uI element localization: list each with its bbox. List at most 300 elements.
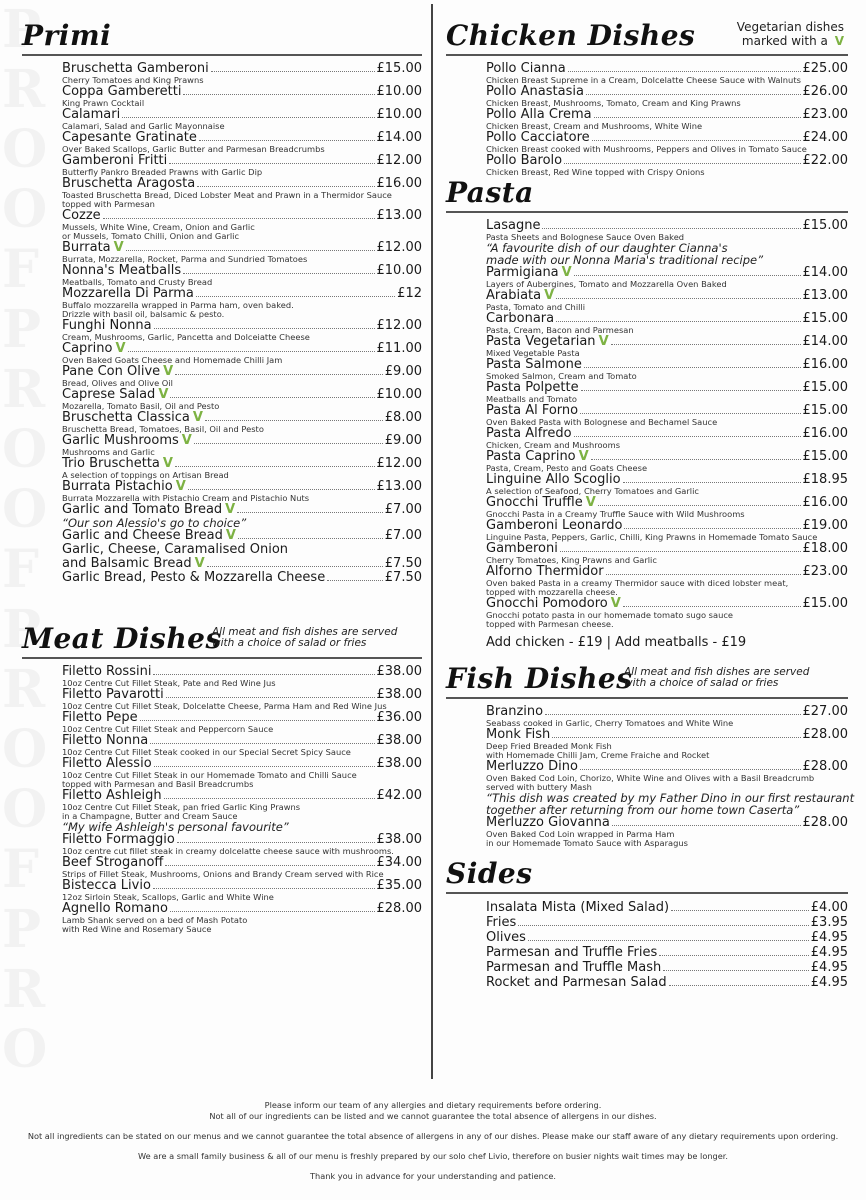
- item-price: £15.00: [802, 403, 848, 418]
- item-price: £28.00: [376, 901, 422, 916]
- menu-item: [486, 597, 848, 629]
- item-description: Cherry Tomatoes, King Prawns and Garlic: [486, 556, 657, 565]
- item-name: Alforno Thermidor: [486, 564, 604, 579]
- item-row: [62, 131, 422, 145]
- item-name: Parmigiana: [486, 265, 559, 280]
- sides-items: [486, 900, 848, 990]
- menu-item: [62, 209, 422, 241]
- pasta-section: [446, 176, 848, 651]
- dot-leader: [103, 218, 375, 219]
- item-row: [62, 734, 422, 748]
- item-description: or Mussels, Tomato Chilli, Onion and Garlic: [62, 232, 240, 241]
- item-name: Caprino: [62, 341, 113, 356]
- menu-item: [486, 519, 848, 542]
- item-name: Arabiata: [486, 288, 542, 303]
- vegetarian-icon: V: [115, 341, 126, 356]
- item-description: Mussels, White Wine, Cream, Onion and Garlic: [62, 223, 255, 232]
- menu-item: [62, 688, 422, 711]
- item-name: Gamberoni: [486, 541, 558, 556]
- dot-leader: [594, 117, 801, 118]
- item-price: £10.00: [376, 263, 422, 278]
- item-row: [62, 264, 422, 278]
- item-price: £19.00: [802, 518, 848, 533]
- menu-item: [62, 734, 422, 757]
- item-description: Chicken Breast cooked with Mushrooms, Peppers and Olives in Tomato Sauce: [486, 145, 807, 154]
- item-name: Bruschetta Aragosta: [62, 176, 196, 191]
- item-name: Garlic and Cheese Bread: [62, 528, 223, 543]
- item-description: Buffalo mozzarella wrapped in Parma ham, oven baked.: [62, 301, 294, 310]
- item-row: [486, 358, 848, 372]
- item-price: £38.00: [376, 687, 422, 702]
- item-description: Bread, Olives and Olive Oil: [62, 379, 173, 388]
- dot-leader: [518, 925, 809, 926]
- item-price: £10.00: [376, 84, 422, 99]
- item-name: and Balsamic Bread: [62, 556, 192, 571]
- dot-leader: [552, 737, 800, 738]
- item-description: Mushrooms and Garlic: [62, 448, 155, 457]
- menu-item: [62, 319, 422, 342]
- dot-leader: [150, 743, 374, 744]
- dot-leader: [165, 865, 374, 866]
- item-description: Seabass cooked in Garlic, Cherry Tomatoes and White Wine: [486, 719, 734, 728]
- item-name: Calamari: [62, 107, 121, 122]
- dot-leader: [598, 505, 801, 506]
- dot-leader: [327, 580, 383, 581]
- item-quote: “Our son Alessio's go to choice”: [62, 516, 247, 530]
- item-quote: “My wife Ashleigh's personal favourite”: [62, 820, 289, 834]
- item-price: £25.00: [802, 61, 848, 76]
- dot-leader: [183, 273, 374, 274]
- menu-item: [486, 945, 848, 960]
- item-row: [486, 335, 848, 349]
- item-name: Pasta Al Forno: [486, 403, 579, 418]
- item-name: Gamberoni Leonardo: [486, 518, 623, 533]
- item-price: £10.00: [376, 107, 422, 122]
- item-name: Filetto Rossini: [62, 664, 152, 679]
- watermark-letter: [2, 1020, 48, 1080]
- pasta-header: [446, 176, 848, 213]
- menu-item: [62, 287, 422, 319]
- item-name: Garlic and Tomato Bread: [62, 502, 223, 517]
- item-row: [62, 411, 422, 425]
- vegetarian-icon: V: [158, 387, 169, 402]
- item-row: [62, 365, 422, 379]
- item-name: Pasta Alfredo: [486, 426, 572, 441]
- item-description: A selection of toppings on Artisan Bread: [62, 471, 229, 480]
- item-row: [486, 404, 848, 418]
- dot-leader: [568, 71, 801, 72]
- item-description: Toasted Bruschetta Bread, Diced Lobster Meat and Prawn in a Thermidor Sauce: [62, 191, 392, 200]
- item-price: £12: [397, 286, 422, 301]
- item-description: 10oz Centre Cut Fillet Steak, Dolcelatte Cheese, Parma Ham and Red Wine Jus: [62, 702, 387, 711]
- item-name: Coppa Gamberetti: [62, 84, 182, 99]
- item-name: Gnocchi Truffle: [486, 495, 583, 510]
- item-description: Pasta, Cream, Pesto and Goats Cheese: [486, 464, 648, 473]
- item-description: A selection of Seafood, Cherry Tomatoes and Garlic: [486, 487, 699, 496]
- item-quote: “This dish was created by my Father Dino in our first restaurant: [486, 791, 855, 805]
- menu-item: [62, 480, 422, 503]
- dot-leader: [623, 606, 801, 607]
- menu-item: [62, 85, 422, 108]
- item-name: Bruschetta Classica: [62, 410, 190, 425]
- item-description: 10oz Centre Cut Fillet Steak, Pate and Red Wine Jus: [62, 679, 276, 688]
- sides-header: [446, 856, 848, 894]
- menu-item: [486, 62, 848, 85]
- dot-leader: [238, 538, 383, 539]
- vegetarian-note: [737, 20, 844, 48]
- right-column: [446, 10, 855, 990]
- item-name: Parmesan and Truffle Mash: [486, 960, 662, 975]
- pasta-title: Pasta: [446, 176, 534, 209]
- item-name: Bistecca Livio: [62, 878, 151, 893]
- item-price: £15.00: [376, 61, 422, 76]
- item-row: [486, 945, 848, 960]
- chicken-section: [446, 10, 848, 177]
- item-description: Chicken Breast Supreme in a Cream, Dolcelatte Cheese Sauce with Walnuts: [486, 76, 801, 85]
- dot-leader: [169, 163, 374, 164]
- dot-leader: [580, 769, 801, 770]
- dot-leader: [164, 798, 375, 799]
- item-price: £14.00: [802, 334, 848, 349]
- item-price: £13.00: [376, 479, 422, 494]
- item-price: £7.50: [384, 570, 422, 585]
- item-row: [486, 565, 848, 579]
- item-description: in a Champagne, Butter and Cream Sauce: [62, 812, 238, 821]
- column-divider: [431, 4, 433, 1079]
- menu-item: [486, 496, 848, 519]
- item-price: £36.00: [376, 710, 422, 725]
- item-description: Gnocchi potato pasta in our homemade tomato sugo sauce: [486, 611, 734, 620]
- item-name: Rocket and Parmesan Salad: [486, 975, 667, 990]
- dot-leader: [623, 482, 801, 483]
- footer-line: Thank you in advance for your understanding and patience.: [310, 1171, 556, 1181]
- item-price: £15.00: [802, 596, 848, 611]
- item-row: [62, 879, 422, 893]
- dot-leader: [560, 551, 801, 552]
- item-price: £15.00: [802, 311, 848, 326]
- item-price: £16.00: [376, 176, 422, 191]
- item-row: [486, 519, 848, 533]
- item-price: £42.00: [376, 788, 422, 803]
- item-name: Trio Bruschetta: [62, 456, 160, 471]
- menu-item: [486, 900, 848, 915]
- meat-note: [212, 627, 397, 649]
- dot-leader: [574, 275, 801, 276]
- dot-leader: [140, 720, 375, 721]
- item-row: [62, 457, 422, 471]
- vegetarian-icon: V: [225, 502, 236, 517]
- item-name: Nonna's Meatballs: [62, 263, 182, 278]
- item-row: [62, 154, 422, 168]
- menu-item: [62, 711, 422, 734]
- item-name: Pollo Barolo: [486, 153, 563, 168]
- menu-item: [486, 450, 848, 473]
- item-description: topped with Parmesan and Basil Breadcrumbs: [62, 780, 254, 789]
- dot-leader: [175, 374, 383, 375]
- item-price: £12.00: [376, 456, 422, 471]
- item-price: £18.95: [802, 472, 848, 487]
- item-description: Pasta, Cream, Bacon and Parmesan: [486, 326, 634, 335]
- menu-item: [486, 930, 848, 945]
- menu-item: [486, 705, 848, 728]
- item-price: £28.00: [802, 759, 848, 774]
- item-description: topped with Parmesan cheese.: [486, 620, 614, 629]
- item-price: £12.00: [376, 153, 422, 168]
- item-price: £15.00: [802, 218, 848, 233]
- item-row: [62, 789, 422, 803]
- dot-leader: [153, 888, 375, 889]
- menu-item: [62, 131, 422, 154]
- left-column: [22, 10, 422, 934]
- chicken-title: Chicken Dishes: [446, 19, 696, 52]
- menu-item: [486, 816, 848, 848]
- menu-item: [62, 543, 422, 571]
- dot-leader: [606, 574, 801, 575]
- menu-item: [62, 789, 422, 833]
- sides-title: Sides: [446, 857, 533, 890]
- vegetarian-icon: V: [598, 334, 609, 349]
- dot-leader: [542, 228, 800, 229]
- menu-item: [62, 342, 422, 365]
- item-name: Agnello Romano: [62, 901, 168, 916]
- item-row: [486, 289, 848, 303]
- menu-item: [486, 154, 848, 177]
- meat-note-line: with a choice of salad or fries: [212, 637, 367, 649]
- item-row: [486, 900, 848, 915]
- item-row: [62, 688, 422, 702]
- item-row: [62, 503, 422, 517]
- menu-item: [62, 365, 422, 388]
- item-name: Bruschetta Gamberoni: [62, 61, 209, 76]
- item-description: 10oz centre cut fillet steak in creamy dolcelatte cheese sauce with mushrooms.: [62, 847, 394, 856]
- item-price: £4.95: [810, 975, 848, 990]
- item-description: Deep Fried Breaded Monk Fish: [486, 742, 612, 751]
- dot-leader: [196, 296, 395, 297]
- chicken-items: [486, 62, 848, 177]
- vegetarian-icon: V: [578, 449, 589, 464]
- item-row: [486, 975, 848, 990]
- watermark-letter: [2, 960, 48, 1020]
- menu-item: [486, 960, 848, 975]
- dot-leader: [154, 766, 375, 767]
- item-name: Pasta Polpette: [486, 380, 579, 395]
- item-name: Burrata: [62, 240, 111, 255]
- item-description: Chicken, Cream and Mushrooms: [486, 441, 621, 450]
- item-name: Fries: [486, 915, 517, 930]
- item-row: [62, 757, 422, 771]
- item-row: [486, 597, 848, 611]
- item-description: Oven Baked Cod Loin wrapped in Parma Ham: [486, 830, 675, 839]
- dot-leader: [591, 459, 801, 460]
- pasta-addon: Add chicken - £19 | Add meatballs - £19: [486, 635, 747, 650]
- item-price: £38.00: [376, 664, 422, 679]
- item-name: Filetto Alessio: [62, 756, 152, 771]
- item-row: [62, 287, 422, 301]
- item-price: £27.00: [802, 704, 848, 719]
- meat-title: Meat Dishes: [22, 622, 222, 655]
- dot-leader: [556, 321, 800, 322]
- item-row: [62, 108, 422, 122]
- item-description: Meatballs and Tomato: [486, 395, 577, 404]
- item-description: Butterfly Pankro Breaded Prawns with Garlic Dip: [62, 168, 263, 177]
- item-row: [62, 85, 422, 99]
- item-row: [486, 62, 848, 76]
- item-name: Cozze: [62, 208, 101, 223]
- footer-line: Please inform our team of any allergies and dietary requirements before ordering.: [264, 1100, 602, 1110]
- vegetarian-icon: V: [610, 596, 621, 611]
- item-name: Filetto Nonna: [62, 733, 149, 748]
- dot-leader: [564, 163, 800, 164]
- vegetarian-icon: V: [194, 556, 205, 571]
- menu-item: [62, 833, 422, 856]
- menu-item: [486, 289, 848, 312]
- menu-item: [62, 503, 422, 529]
- item-description: 10oz Centre Cut Fillet Steak in our Homemade Tomato and Chilli Sauce: [62, 771, 357, 780]
- meat-header: [22, 613, 422, 659]
- footer-line: We are a small family business & all of our menu is freshly prepared by our solo chef Livio, therefore on busier nights wait times may be longer.: [138, 1151, 728, 1161]
- menu-item: [62, 529, 422, 543]
- footer-line: Not all of our ingredients can be listed and we cannot guarantee the total absence of allergens in our dishes.: [209, 1111, 657, 1121]
- dot-leader: [197, 186, 374, 187]
- item-price: £18.00: [802, 541, 848, 556]
- item-row: [486, 915, 848, 930]
- item-row: [486, 705, 848, 719]
- item-name: Insalata Mista (Mixed Salad): [486, 900, 670, 915]
- item-price: £12.00: [376, 318, 422, 333]
- item-description: Over Baked Scallops, Garlic Butter and Parmesan Breadcrumbs: [62, 145, 325, 154]
- item-row: [62, 319, 422, 333]
- fish-title: Fish Dishes: [446, 662, 633, 695]
- item-row: [62, 711, 422, 725]
- menu-item: [486, 473, 848, 496]
- item-name: Pollo Alla Crema: [486, 107, 592, 122]
- item-name: Monk Fish: [486, 727, 551, 742]
- item-price: £10.00: [376, 387, 422, 402]
- item-name: Pasta Salmone: [486, 357, 582, 372]
- item-price: £15.00: [802, 449, 848, 464]
- item-description: Bruschetta Bread, Tomatoes, Basil, Oil and Pesto: [62, 425, 264, 434]
- item-name: Pane Con Olive: [62, 364, 161, 379]
- item-price: £12.00: [376, 240, 422, 255]
- item-name: Olives: [486, 930, 526, 945]
- item-price: £4.00: [810, 900, 848, 915]
- item-description: Cherry Tomatoes and King Prawns: [62, 76, 204, 85]
- footer-line: Not all ingredients can be stated on our menus and we cannot guarantee the total absence of allergens in any of our dishes. Please make our staff aware of any dietary requirements upon ordering.: [27, 1131, 839, 1141]
- menu-item: [486, 915, 848, 930]
- item-description: Cream, Mushrooms, Garlic, Pancetta and Dolceiatte Cheese: [62, 333, 310, 342]
- item-description: Pasta Sheets and Bolognese Sauce Oven Baked: [486, 233, 685, 242]
- item-description: Mozarella, Tomato Basil, Oil and Pesto: [62, 402, 220, 411]
- menu-item: [62, 62, 422, 85]
- menu-item: [486, 131, 848, 154]
- dot-leader: [592, 140, 801, 141]
- dot-leader: [556, 298, 800, 299]
- item-description: Linguine Pasta, Peppers, Garlic, Chilli, King Prawns in Homemade Tomato Sauce: [486, 533, 818, 542]
- item-price: £38.00: [376, 832, 422, 847]
- item-price: £23.00: [802, 564, 848, 579]
- dot-leader: [211, 71, 375, 72]
- item-quote: made with our Nonna Maria's traditional recipe”: [486, 253, 764, 267]
- item-price: £3.95: [810, 915, 848, 930]
- item-name: Pollo Anastasia: [486, 84, 584, 99]
- vegetarian-icon: V: [544, 288, 555, 303]
- item-name: Merluzzo Dino: [486, 759, 578, 774]
- item-row: [486, 381, 848, 395]
- item-row: [486, 496, 848, 510]
- item-row: [62, 241, 422, 255]
- dot-leader: [175, 466, 375, 467]
- item-description: Oven baked Pasta in a creamy Thermidor sauce with diced lobster meat,: [486, 579, 789, 588]
- item-description: Meatballs, Tomato and Crusty Bread: [62, 278, 213, 287]
- dot-leader: [586, 94, 801, 95]
- menu-item: [486, 85, 848, 108]
- item-description: 10oz Centre Cut Fillet Steak and Peppercorn Sauce: [62, 725, 274, 734]
- item-description: Oven Baked Cod Loin, Chorizo, White Wine and Olives with a Basil Breadcrumb: [486, 774, 815, 783]
- item-row: [486, 473, 848, 487]
- menu-item: [486, 335, 848, 358]
- item-row: [486, 930, 848, 945]
- menu-item: [62, 434, 422, 457]
- dot-leader: [669, 985, 809, 986]
- dot-leader: [166, 697, 375, 698]
- item-price: £7.50: [384, 556, 422, 571]
- vegetarian-icon: V: [225, 528, 236, 543]
- dot-leader: [624, 528, 800, 529]
- item-description: Mixed Vegetable Pasta: [486, 349, 580, 358]
- item-description: Oven Baked Goats Cheese and Homemade Chilli Jam: [62, 356, 283, 365]
- item-row: [62, 177, 422, 191]
- item-name: Capesante Gratinate: [62, 130, 197, 145]
- sides-section: [446, 856, 848, 990]
- chicken-header: [446, 10, 848, 56]
- item-price: £11.00: [376, 341, 422, 356]
- menu-item: [62, 879, 422, 902]
- item-name: Carbonara: [486, 311, 555, 326]
- meat-section: [22, 613, 422, 934]
- item-name: Branzino: [486, 704, 544, 719]
- item-description: with Homemade Chilli Jam, Creme Fraiche and Rocket: [486, 751, 710, 760]
- menu-item: [62, 902, 422, 934]
- dot-leader: [183, 94, 374, 95]
- item-name: Funghi Nonna: [62, 318, 152, 333]
- dot-leader: [207, 566, 383, 567]
- primi-items: [62, 62, 422, 585]
- item-name: Gamberoni Fritti: [62, 153, 168, 168]
- item-price: £22.00: [802, 153, 848, 168]
- item-name: Pollo Cianna: [486, 61, 566, 76]
- item-description: 10oz Centre Cut Fillet Steak cooked in our Special Secret Spicy Sauce: [62, 748, 351, 757]
- item-description: in our Homemade Tomato Sauce with Asparagus: [486, 839, 688, 848]
- menu-item: [486, 565, 848, 597]
- item-name: Pasta Vegetarian: [486, 334, 596, 349]
- item-name: Filetto Formaggio: [62, 832, 175, 847]
- item-row: [62, 529, 422, 543]
- dot-leader: [188, 489, 375, 490]
- item-description: Chicken Breast, Cream and Mushrooms, White Wine: [486, 122, 703, 131]
- item-row: [486, 816, 848, 830]
- veg-note-line: [737, 34, 844, 48]
- item-name: Garlic, Cheese, Caramalised Onion: [62, 542, 289, 557]
- primi-title: Primi: [22, 19, 112, 52]
- item-price: £35.00: [376, 878, 422, 893]
- item-row: [486, 108, 848, 122]
- item-description: Chicken Breast, Red Wine topped with Crispy Onions: [486, 168, 705, 177]
- primi-section: [22, 10, 422, 585]
- item-name: Linguine Allo Scoglio: [486, 472, 621, 487]
- item-name: Burrata Pistachio: [62, 479, 173, 494]
- menu-item: [62, 757, 422, 789]
- item-quote: together after returning from our home town Caserta”: [486, 803, 800, 817]
